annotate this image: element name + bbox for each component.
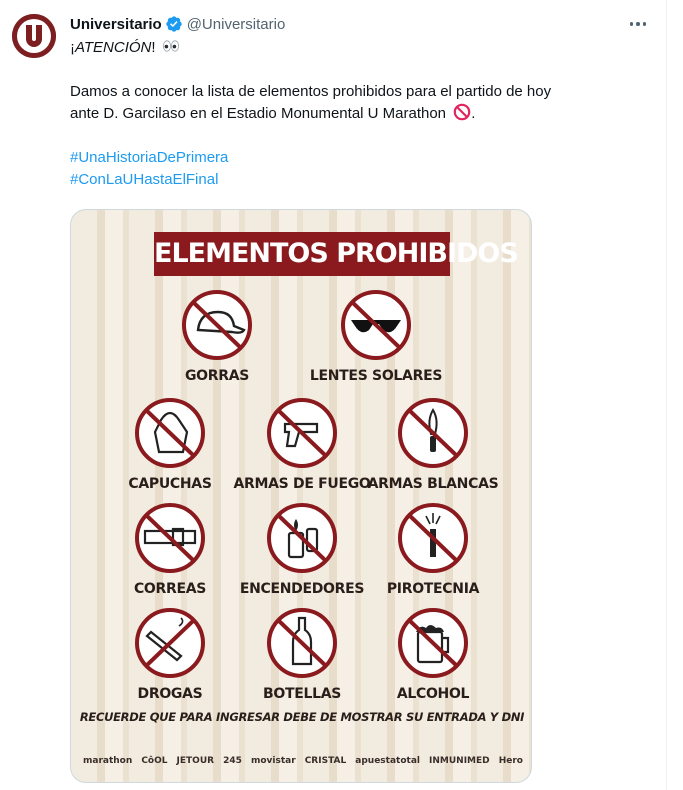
attention-suffix: ! [151,39,156,56]
item-label: ARMAS BLANCAS [367,476,499,492]
item-label: ENCENDEDORES [239,581,365,597]
sunglasses-icon [341,290,411,360]
item-label: DROGAS [137,686,203,702]
sponsor-logo: marathon [83,756,133,766]
item-label: BOTELLAS [262,686,342,702]
item-label: ARMAS DE FUEGO [233,476,371,492]
verified-badge-icon [165,15,183,33]
prohibited-item [100,398,240,492]
more-options-icon[interactable] [626,13,650,35]
tweet-text [70,37,650,191]
hoodie-icon [135,398,205,468]
item-label: PIROTECNIA [386,581,480,597]
prohibited-item [363,398,503,492]
attention-word: ATENCIÓN [75,39,152,56]
sponsor-logo: Hero [498,756,523,766]
prohibited-item [306,290,446,384]
tweet-image[interactable] [70,209,532,783]
sponsor-logo: CôOL [141,756,168,766]
item-label: GORRAS [184,368,250,384]
beer-mug-icon [398,608,468,678]
column-divider [666,0,667,790]
item-label: CAPUCHAS [128,476,212,492]
eyes-emoji-icon [162,38,180,61]
tweet-line-attention [70,37,650,59]
firework-icon [398,503,468,573]
user-handle[interactable]: @Universitario [186,15,286,33]
display-name[interactable]: Universitario [70,15,162,33]
belt-icon [135,503,205,573]
tweet-body-line-1: Damos a conocer la lista de elementos prohibidos para el partido de hoy [70,83,552,100]
sponsor-logo: CRISTAL [304,756,347,766]
prohibited-item [232,398,372,492]
tweet-body-line-2 [70,103,650,125]
avatar[interactable] [12,14,56,58]
prohibited-item [147,290,287,384]
cap-icon [182,290,252,360]
universitario-logo-icon [12,14,56,58]
entry-requirement-note: RECUERDE QUE PARA INGRESAR DEBE DE MOSTRAR SU ENTRADA Y DNI [79,710,525,724]
prohibited-item [100,608,240,702]
sponsor-logo: apuestatotal [355,756,420,766]
knife-icon [398,398,468,468]
hashtag-link[interactable]: #UnaHistoriaDePrimera [70,149,229,166]
sponsor-logo: INMUNIMED [429,756,490,766]
prohibited-emoji-icon [453,103,471,128]
lighter-icon [267,503,337,573]
item-label: ALCOHOL [396,686,470,702]
prohibited-item [363,608,503,702]
gun-icon [267,398,337,468]
prohibited-item [100,503,240,597]
prohibited-item [232,608,372,702]
hashtag-link[interactable]: #ConLaUHastaElFinal [70,171,219,188]
item-label: CORREAS [133,581,207,597]
sponsor-logo: movistar [250,756,296,766]
sponsor-logos [83,751,523,771]
cigarette-icon [135,608,205,678]
tweet-body-line-2-text: ante D. Garcilaso en el Estadio Monumental U Marathon [70,105,447,122]
sponsor-logo: 245 [223,756,242,766]
prohibited-item [232,503,372,597]
attention-prefix: ¡ [70,39,75,56]
tweet-header [70,14,285,34]
poster-title: ELEMENTOS PROHIBIDOS [154,232,450,276]
item-label: LENTES SOLARES [309,368,443,384]
prohibited-item [363,503,503,597]
tweet-body-period: . [471,105,476,122]
sponsor-logo: JETOUR [176,756,215,766]
bottle-icon [267,608,337,678]
